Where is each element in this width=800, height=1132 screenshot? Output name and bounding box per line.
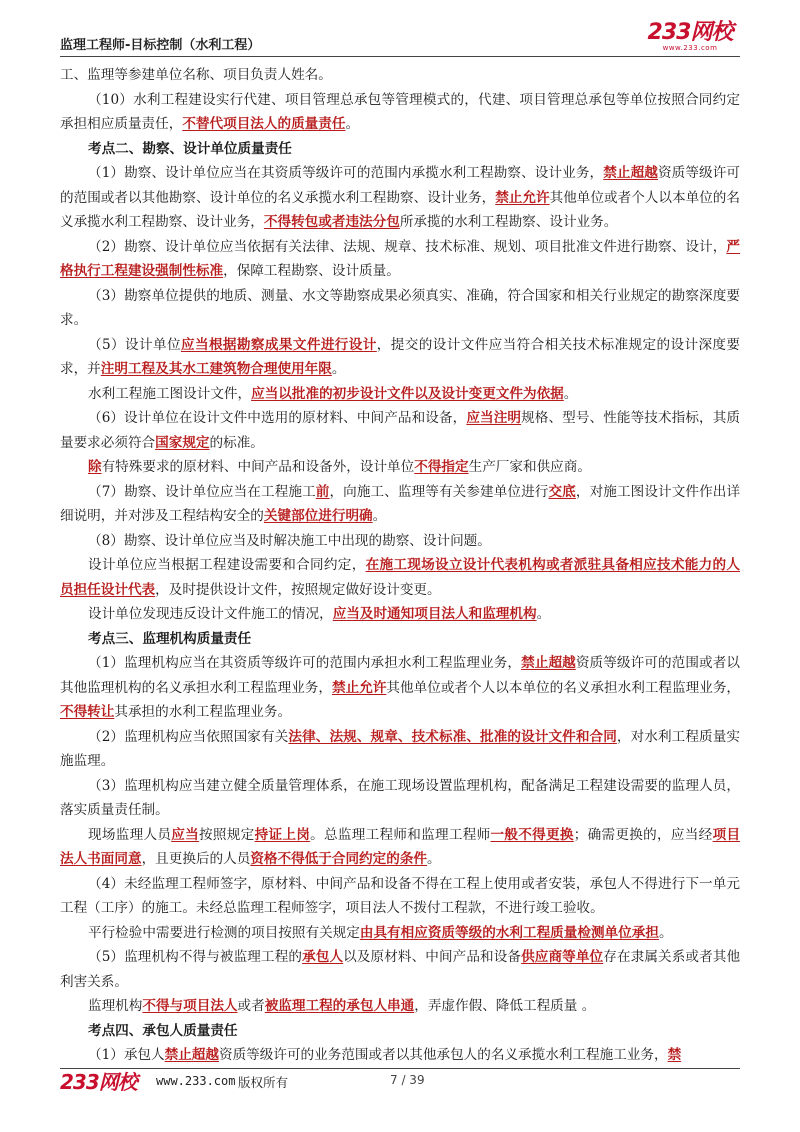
text-run: 规格、型号、性能等技术指标，其质量要求必须符合 xyxy=(60,410,741,451)
text-run: ，对水利工程质量实施监理。 xyxy=(60,728,741,769)
body-paragraph xyxy=(60,553,740,602)
body-paragraph xyxy=(60,455,740,480)
page-number: 7 / 39 xyxy=(390,1073,425,1087)
document-title: 监理工程师-目标控制（水利工程） xyxy=(60,38,261,53)
text-run: 以及原材料、中间产品和设备 xyxy=(343,949,522,965)
key-phrase-highlight: 由具有相应资质等级的水利工程质量检测单位承担 xyxy=(359,924,659,941)
page-footer xyxy=(60,1070,740,1094)
body-paragraph xyxy=(60,651,740,725)
text-run: 工、监理等参建单位名称、项目负责人姓名。 xyxy=(60,67,332,83)
body-paragraph xyxy=(60,529,740,554)
text-run: ，向施工、监理等有关参建单位进行 xyxy=(329,483,549,500)
text-run: （2）勘察、设计单位应当依据有关法律、法规、规章、技术标准、规划、项目批准文件进行勘察、设计， xyxy=(88,238,727,255)
key-phrase-highlight: 在施工现场设立设计代表机构或者派驻具备相应技术能力的人员担任设计代表 xyxy=(60,557,741,598)
text-run: 资质等级许可的范围或者以其他勘察、设计单位的名义承揽水利工程勘察、设计业务， xyxy=(60,165,741,206)
text-run: ，保障工程勘察、设计质量。 xyxy=(223,263,400,279)
body-paragraph xyxy=(60,480,740,529)
body-paragraph xyxy=(60,161,740,235)
text-run: （8）勘察、设计单位应当及时解决施工中出现的勘察、设计问题。 xyxy=(88,532,491,549)
body-paragraph xyxy=(60,1043,740,1068)
key-phrase-highlight: 禁止超越 xyxy=(164,1047,219,1063)
body-paragraph xyxy=(60,823,740,872)
header-divider xyxy=(60,56,740,57)
text-run: ，且更换后的人员 xyxy=(141,851,251,867)
text-run: 其承担的水利工程监理业务。 xyxy=(114,704,292,720)
text-run: 设计单位应当根据工程建设需要和合同约定， xyxy=(88,557,366,573)
text-run: （4）未经监理工程师签字，原材料、中间产品和设备不得在工程上使用或者安装，承包人不得进行下一单元工程（工序）的施工。未经总监理工程师签字，项目法人不拨付工程款，不进行竣工验收。 xyxy=(60,875,740,916)
section-heading xyxy=(60,627,740,652)
key-phrase-highlight: 禁止允许 xyxy=(332,679,387,696)
key-phrase-highlight: 国家规定 xyxy=(155,434,210,451)
text-run: ，及时提供设计文件，按照规定做好设计变更。 xyxy=(155,581,441,598)
key-phrase-highlight: 应当及时通知项目法人和监理机构 xyxy=(332,606,537,622)
body-paragraph xyxy=(60,406,740,455)
body-paragraph xyxy=(60,994,740,1019)
key-phrase-highlight: 供应商等单位 xyxy=(521,949,604,965)
key-phrase-highlight: 法律、法规、规章、技术标准、批准的设计文件和合同 xyxy=(288,728,617,745)
brand-logo-url: www.233.com xyxy=(662,44,718,52)
body-paragraph xyxy=(60,333,740,382)
text-run: 所承揽的水利工程勘察、设计业务。 xyxy=(399,214,618,230)
body-paragraph xyxy=(60,945,740,994)
text-run: 。 xyxy=(658,924,673,941)
text-run: 按照规定 xyxy=(199,826,255,843)
text-run: 资质等级许可的范围或者以其他监理机构的名义承担水利工程监理业务， xyxy=(60,655,741,696)
document-body xyxy=(60,63,740,1068)
text-run: ，提交的设计文件应当符合相关技术标准规定的设计深度要求，并 xyxy=(60,336,741,377)
key-phrase-highlight: 一般不得更换 xyxy=(490,826,574,843)
key-phrase-highlight: 不替代项目法人的质量责任 xyxy=(182,116,346,132)
text-run: 资质等级许可的业务范围或者以其他承包人的名义承揽水利工程施工业务， xyxy=(219,1047,668,1063)
text-run: 生产厂家和供应商。 xyxy=(468,459,591,475)
key-phrase-highlight: 应当注明 xyxy=(466,410,522,426)
key-phrase-highlight: 不得与项目法人 xyxy=(142,998,238,1014)
text-run: 的标准。 xyxy=(209,434,264,451)
key-phrase-highlight: 严格执行工程建设强制性标准 xyxy=(60,238,740,279)
key-phrase-highlight: 应当 xyxy=(171,826,200,843)
text-run: 。 xyxy=(536,606,551,622)
text-run: 其他单位或者个人以本单位的名义承揽水利工程勘察、设计业务， xyxy=(60,189,741,230)
key-phrase-highlight: 不得转让 xyxy=(60,704,115,720)
text-run: 设计单位发现违反设计文件施工的情况， xyxy=(88,606,333,622)
body-paragraph xyxy=(60,725,740,774)
text-run: （1）勘察、设计单位应当在其资质等级许可的范围内承揽水利工程勘察、设计业务， xyxy=(88,165,604,181)
text-run: 其他单位或者个人以本单位的名义承担水利工程监理业务， xyxy=(386,679,741,696)
key-phrase-highlight: 注明工程及其水工建筑物合理使用年限 xyxy=(100,361,332,377)
body-paragraph xyxy=(60,235,740,284)
text-run: 。 xyxy=(345,116,360,132)
footer-logo: 233网校 xyxy=(60,1070,137,1094)
body-paragraph xyxy=(60,602,740,627)
body-paragraph xyxy=(60,88,740,137)
body-paragraph xyxy=(60,63,740,88)
text-run: （6）设计单位在设计文件中选用的原材料、中间产品和设备， xyxy=(88,410,467,426)
key-phrase-highlight: 禁止超越 xyxy=(603,165,658,181)
text-run: （1）监理机构应当在其资质等级许可的范围内承担水利工程监理业务， xyxy=(88,655,522,671)
footer-copyright: 版权所有 xyxy=(238,1075,289,1090)
text-run: （1）承包人 xyxy=(88,1047,165,1063)
key-phrase-highlight: 不得指定 xyxy=(414,459,469,475)
key-phrase-highlight: 资格不得低于合同约定的条件 xyxy=(250,851,428,867)
body-paragraph xyxy=(60,774,740,823)
key-phrase-highlight: 禁止允许 xyxy=(495,189,550,206)
text-run: ，弄虚作假、降低工程质量 。 xyxy=(414,998,596,1014)
text-run: 存在隶属关系或者其他利害关系。 xyxy=(60,949,741,990)
key-phrase-highlight: 关键部位进行明确 xyxy=(263,508,373,524)
text-run: （2）监理机构应当依照国家有关 xyxy=(88,728,289,745)
key-phrase-highlight: 持证上岗 xyxy=(254,826,311,843)
text-run: 。 xyxy=(427,851,441,867)
text-run: ；确需更换的，应当经 xyxy=(573,826,713,843)
brand-logo xyxy=(640,22,740,52)
text-run: 。 xyxy=(372,508,387,524)
section-heading xyxy=(60,1019,740,1044)
key-phrase-highlight: 不得转包或者违法分包 xyxy=(263,214,400,230)
key-phrase-highlight: 承包人 xyxy=(302,949,344,965)
key-phrase-highlight: 前 xyxy=(315,483,330,500)
key-phrase-highlight: 禁止超越 xyxy=(521,655,576,671)
key-phrase-highlight: 应当以批准的初步设计文件以及设计变更文件为依据 xyxy=(251,385,564,402)
text-run: 监理机构 xyxy=(88,998,143,1014)
key-phrase-highlight: 应当根据勘察成果文件进行设计 xyxy=(180,336,377,353)
text-run: （3）监理机构应当建立健全质量管理体系，在施工现场设置监理机构，配备满足工程建设需要的监理人员，落实质量责任制。 xyxy=(60,777,740,818)
text-run: 水利工程施工图设计文件， xyxy=(88,385,252,402)
page-header xyxy=(60,20,740,54)
text-run: 平行检验中需要进行检测的项目按照有关规定 xyxy=(88,924,360,941)
text-run: 有特殊要求的原材料、中间产品和设备外，设计单位 xyxy=(101,459,415,475)
body-paragraph xyxy=(60,921,740,946)
footer-divider xyxy=(60,1068,740,1069)
brand-logo-text: 233网校 xyxy=(647,20,733,45)
body-paragraph xyxy=(60,872,740,921)
text-run: 。总监理工程师和监理工程师 xyxy=(310,826,491,843)
section-heading xyxy=(60,137,740,162)
text-run: （5）监理机构不得与被监理工程的 xyxy=(88,949,303,965)
body-paragraph xyxy=(60,284,740,333)
text-run: 。 xyxy=(563,385,578,402)
key-phrase-highlight: 项目法人书面同意 xyxy=(60,826,741,867)
text-run: 现场监理人员 xyxy=(88,826,172,843)
body-paragraph xyxy=(60,382,740,407)
text-run: （10）水利工程建设实行代建、项目管理总承包等管理模式的，代建、项目管理总承包等单位按照合同约定承担相应质量责任， xyxy=(60,91,740,132)
text-run: 。 xyxy=(331,361,346,377)
text-run: 考点三、监理机构质量责任 xyxy=(88,630,252,647)
key-phrase-highlight: 禁 xyxy=(667,1047,682,1063)
text-run: ，对施工图设计文件作出详细说明，并对涉及工程结构安全的 xyxy=(60,483,741,524)
text-run: 或者 xyxy=(237,998,265,1014)
text-run: 考点二、勘察、设计单位质量责任 xyxy=(88,140,292,157)
text-run: （7）勘察、设计单位应当在工程施工 xyxy=(88,483,316,500)
key-phrase-highlight: 除 xyxy=(88,459,102,475)
footer-site-link[interactable]: www.233.com xyxy=(156,1074,236,1088)
text-run: （3）勘察单位提供的地质、测量、水文等勘察成果必须真实、准确，符合国家和相关行业规定的勘察深度要求。 xyxy=(60,287,740,328)
key-phrase-highlight: 被监理工程的承包人串通 xyxy=(264,998,415,1014)
key-phrase-highlight: 交底 xyxy=(548,483,576,500)
text-run: （5）设计单位 xyxy=(88,336,181,353)
text-run: 考点四、承包人质量责任 xyxy=(88,1022,238,1039)
